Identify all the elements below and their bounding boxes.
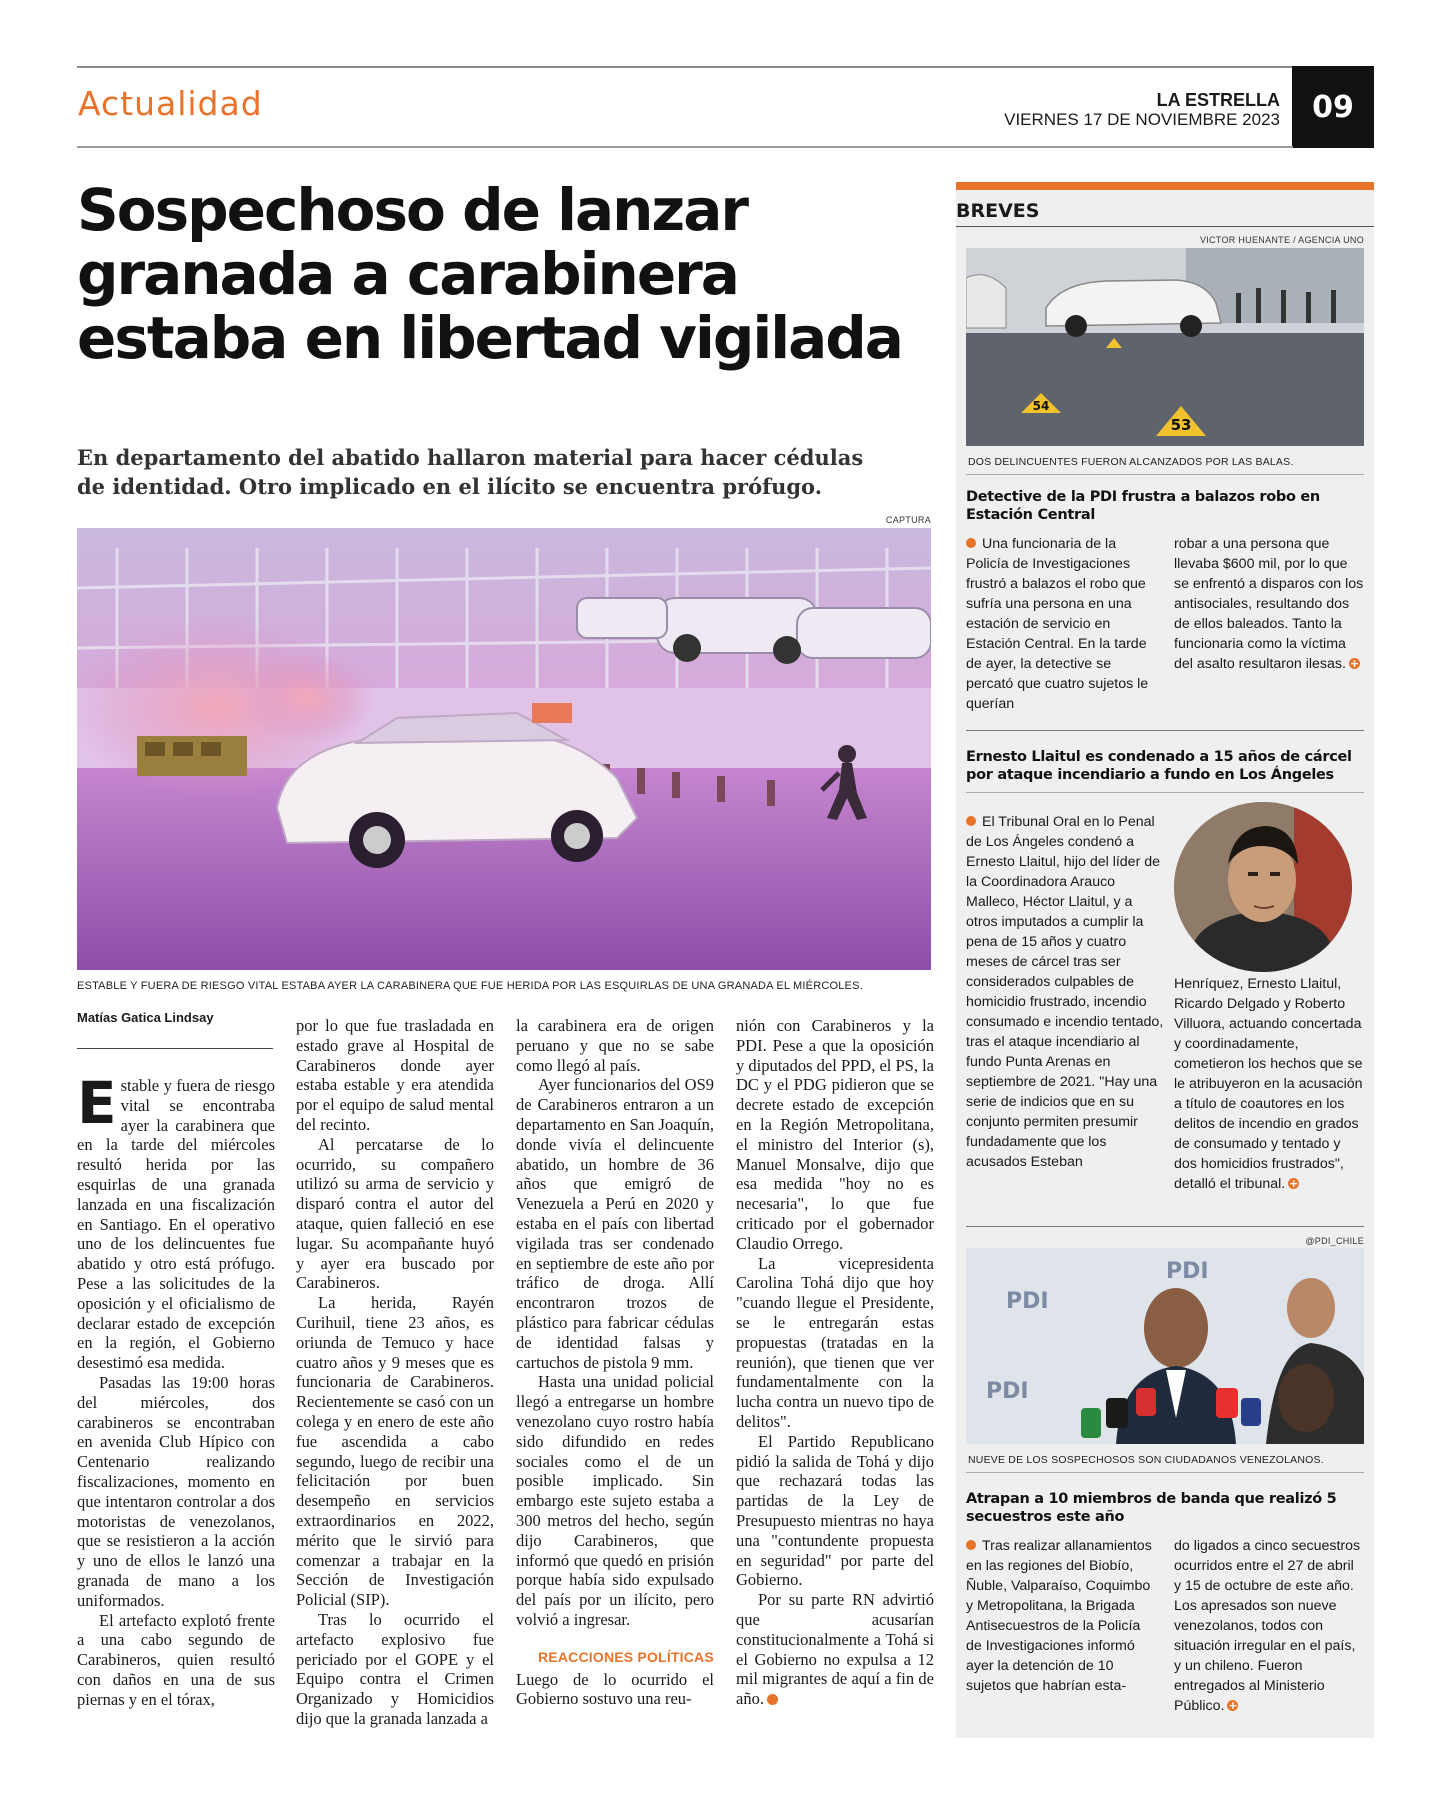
- section-name: Actualidad: [78, 84, 263, 123]
- paragraph: Luego de lo ocurrido el Gobierno sostuvo una reu-: [516, 1669, 714, 1709]
- header-bottom-rule: [77, 146, 1293, 148]
- paragraph: Pasadas las 19:00 horas del miércoles, dos carabineros se encontraban en avenida Club Hípico con Centenario realizando fiscalizaciones, momento en que intentaron controlar a dos motoristas de venezolanos, que se resistieron a la acción y uno de ellos le lanzó una granada de mano a los uniformados.: [77, 1372, 275, 1610]
- brief1-text-b: robar a una persona que llevaba $600 mil, por lo que se enfrentó a disparos con los antisociales, resultando dos de ellos baleados. Tanto la funcionaria como la víctima del asalto resultaron ilesas.: [1174, 536, 1364, 672]
- paragraph-text: Por su parte RN advirtió que acusarían constitucionalmente a Tohá si el Gobierno no expulsa a 12 mil migrantes de aquí a fin de año.: [736, 1590, 934, 1709]
- breves-label: BREVES: [956, 200, 1040, 222]
- brief3-title: Atrapan a 10 miembros de banda que realizó 5 secuestros este año: [966, 1491, 1337, 1525]
- photo-credit: CAPTURA: [885, 515, 931, 525]
- brief1-text-a: Una funcionaria de la Policía de Investigaciones frustró a balazos el robo que sufría una persona en una estación de servicio en Estación Central. En la tarde de ayer, la detective se percató que cuatro sujetos le querían: [966, 536, 1149, 712]
- pdi-banner-text: PDI: [1006, 1289, 1049, 1314]
- article-subhead: En departamento del abatido hallaron material para hacer cédulas de identidad. Otro implicado en el ilícito se encuentra prófugo.: [77, 445, 864, 499]
- article-column-4: [736, 1016, 934, 1709]
- article-headline: Sospechoso de lanzar granada a carabinera estaba en libertad vigilada: [77, 176, 902, 372]
- paragraph: La vicepresidenta Carolina Tohá dijo que hoy "cuando llegue el Presidente, se le entregarán estas propuestas (tratadas en la reunión), que tienen que ver fundamentalmente con la lucha contra un nuevo tipo de delitos".: [736, 1253, 934, 1431]
- newspaper-name: LA ESTRELLA: [1156, 90, 1280, 110]
- brief3-column-b: [1174, 1536, 1364, 1716]
- main-photo-grenade-scene: [77, 528, 931, 970]
- paragraph: El artefacto explotó frente a una cabo segundo de Carabineros, quien resultó con daños en una de sus piernas y en el tórax,: [77, 1610, 275, 1709]
- brief2-rule: [966, 792, 1364, 793]
- article-column-3: [516, 1016, 714, 1709]
- svg-text:53: 53: [1170, 416, 1192, 434]
- paragraph: [736, 1590, 934, 1709]
- brief3-text-a: Tras realizar allanamientos en las regiones del Biobío, Ñuble, Valparaíso, Coquimbo y Metropolitana, la Brigada Antisecuestros de la Policía de Investigaciones informó ayer la detención de 10 sujetos que habrían esta-: [966, 1538, 1152, 1694]
- pdi-banner-text: PDI: [986, 1379, 1029, 1404]
- brief1-photo-crime-scene: [966, 248, 1364, 446]
- paragraph: La herida, Rayén Curihuil, tiene 23 años, es oriunda de Temuco y hace cuatro años y 9 meses que es funcionaria de Carabineros. Recientemente se casó con un colega y en enero de este año fue ascendida a cabo segundo, luego de recibir una felicitación por buen desempeño en servicios extraordinarios en 2022, mérito que le sirvió para comenzar a trabajar en la Sección de Investigación Policial (SIP).: [296, 1293, 494, 1610]
- lead-paragraph: [77, 1069, 275, 1373]
- brief3-caption: NUEVE DE LOS SOSPECHOSOS SON CIUDADANOS VENEZOLANOS.: [968, 1454, 1324, 1466]
- brief1-column-a: [966, 534, 1158, 714]
- brief3-photo-press-conference: [966, 1248, 1364, 1444]
- grenade-scene-illustration: [77, 528, 931, 970]
- section-subtitle: REACCIONES POLÍTICAS: [538, 1648, 714, 1665]
- brief2-text-b: Henríquez, Ernesto Llaitul, Ricardo Delgado y Roberto Villuora, actuando concertada y coordinadamente, cometieron los hechos que se le atribuyeron en la acusación a título de coautores en los delitos de incendio en grados de consumado y tentado y dos homicidios frustrados", detalló el tribunal.: [1174, 976, 1363, 1192]
- article-column-2: [296, 1016, 494, 1729]
- brief1-rule: [966, 474, 1364, 475]
- brief2-title: Ernesto Llaitul es condenado a 15 años de cárcel por ataque incendiario a fundo en Los Ángeles: [966, 749, 1352, 783]
- bullet-icon: [966, 816, 976, 826]
- article-column-1: [77, 1069, 275, 1710]
- breves-rule: [956, 226, 1374, 227]
- paragraph: nión con Carabineros y la PDI. Pese a que la oposición y diputados del PPD, el PS, la DC y el PDG pidieron que se decrete estado de excepción en la Región Metropolitana, el ministro del Interior (s), Manuel Monsalve, dijo que esa medida "hoy no es necesaria", lo que fue criticado por el gobernador Claudio Orrego.: [736, 1016, 935, 1253]
- brief1-caption: DOS DELINCUENTES FUERON ALCANZADOS POR LAS BALAS.: [968, 456, 1294, 468]
- brief3-column-a: [966, 1536, 1158, 1696]
- paragraph: Hasta una unidad policial llegó a entregarse un hombre venezolano cuyo rostro había sido difundido en redes sociales como el de un posible implicado. Sin embargo este sujeto estaba a 300 metros del hecho, según dijo Carabineros, que informó que quedó en prisión porque había sido expulsado del país por un ilícito, pero volvió a ingresar.: [516, 1372, 714, 1629]
- byline-rule: [77, 1048, 273, 1049]
- portrait-illustration: [1174, 802, 1352, 972]
- crime-scene-illustration: [966, 248, 1364, 446]
- bullet-icon: [966, 538, 976, 548]
- end-mark-icon: [1227, 1700, 1238, 1711]
- brief1-photo-credit: VICTOR HUENANTE / AGENCIA UNO: [1199, 235, 1364, 245]
- paragraph: Al percatarse de lo ocurrido, su compañero utilizó su arma de servicio y disparó contra el autor del ataque, quien falleció en ese lugar. Su acompañante huyó y ayer era buscado por Carabineros.: [296, 1134, 494, 1293]
- svg-text:54: 54: [1032, 399, 1050, 413]
- header-top-rule: [77, 66, 1374, 68]
- paragraph: El Partido Republicano pidió la salida de Tohá y dijo que rechazará todas las partidas de la Ley de Presupuesto mientras no haya una "contundente propuesta en seguridad" por parte del Gobierno.: [736, 1431, 934, 1590]
- drop-cap: E: [77, 1069, 117, 1137]
- paragraph: la carabinera era de origen peruano y que no se sabe como llegó al país.: [516, 1016, 714, 1075]
- paragraph: por lo que fue trasladada en estado grave al Hospital de Carabineros donde ayer estaba estable y era atendida por el equipo de salud mental del recinto.: [296, 1016, 494, 1134]
- brief-separator: [966, 1226, 1364, 1227]
- press-conference-illustration: [966, 1248, 1364, 1444]
- end-mark-icon: [1349, 658, 1360, 669]
- brief1-column-b: [1174, 534, 1364, 674]
- paragraph: Ayer funcionarios del OS9 de Carabineros entraron a un departamento en San Joaquín, donde vivía el delincuente abatido, un hombre de 36 años que emigró de Venezuela a Perú en 2020 y estaba en el país con libertad vigilada tras ser condenado en septiembre de este año por tráfico de droga. Allí encontraron trozos de plástico para fabricar cédulas de identidad falsas y cartuchos de pistola 9 mm.: [516, 1075, 714, 1372]
- brief2-column-a: [966, 812, 1166, 1172]
- brief2-text-a: El Tribunal Oral en lo Penal de Los Ángeles condenó a Ernesto Llaitul, hijo del líder de la Coordinadora Arauco Malleco, Héctor Llaitul, y a otros imputados a cumplir la pena de 15 años y cuatro meses de cárcel tras ser considerados culpables de homicidio frustrado, incendio consumado e incendio tentado, tras el ataque incendiario al fundo Punta Arenas en septiembre de 2021. "Hay una serie de indicios que en su conjunto permiten presumir fundadamente que los acusados Esteban: [966, 814, 1164, 1170]
- sidebar-accent-bar: [956, 182, 1374, 190]
- byline: Matías Gatica Lindsay: [77, 1010, 214, 1025]
- brief3-rule: [966, 1472, 1364, 1473]
- page-number: 09: [1292, 66, 1374, 148]
- bullet-icon: [966, 1540, 976, 1550]
- end-mark-icon: [767, 1694, 778, 1705]
- brief-separator: [966, 730, 1364, 731]
- brief3-photo-credit: @PDI_CHILE: [1305, 1236, 1364, 1246]
- brief2-column-b: [1174, 974, 1364, 1194]
- pdi-banner-text: PDI: [1166, 1259, 1209, 1284]
- brief2-portrait-photo: [1174, 802, 1352, 972]
- brief1-title: Detective de la PDI frustra a balazos robo en Estación Central: [966, 489, 1320, 523]
- end-mark-icon: [1288, 1178, 1299, 1189]
- brief3-text-b: do ligados a cinco secuestros ocurridos entre el 27 de abril y 15 de octubre de este año. Los apresados son nueve venezolanos, todos con situación irregular en el país, y un chileno. Fueron entregados al Ministerio Público.: [1174, 1538, 1361, 1714]
- main-photo-caption: ESTABLE Y FUERA DE RIESGO VITAL ESTABA AYER LA CARABINERA QUE FUE HERIDA POR LAS ESQUIRLAS DE UNA GRANADA EL MIÉRCOLES.: [77, 980, 863, 992]
- issue-date: VIERNES 17 DE NOVIEMBRE 2023: [1004, 110, 1280, 129]
- paragraph: Tras lo ocurrido el artefacto explosivo fue periciado por el GOPE y el Equipo contra el Crimen Organizado y Homicidios dijo que la granada lanzada a: [296, 1609, 494, 1728]
- paragraph-text: stable y fuera de riesgo vital se encontraba ayer la carabinera que en la tarde del miércoles resultó herida por las esquirlas de una granada lanzada en una fiscalización en Santiago. En el operativo uno de los delincuentes fue abatido y otro está prófugo. Pese a las solicitudes de la oposición y el oficialismo de declarar estado de excepción en la región, el Gobierno desestimó esa medida.: [77, 1076, 275, 1373]
